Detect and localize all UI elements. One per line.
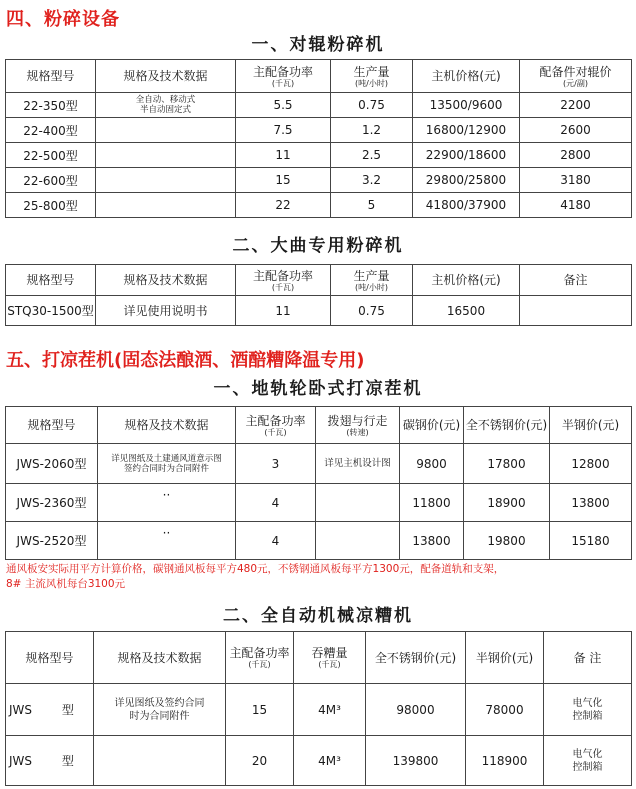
- header-cell: 碳钢价(元): [400, 407, 464, 444]
- model-prefix: JWS: [9, 754, 33, 768]
- header-cell: 主配备功率 (千瓦): [236, 265, 331, 296]
- capacity-cell: 4M³: [294, 736, 366, 786]
- model-cell: JWS-2520型: [6, 522, 98, 560]
- spec-line: 时为合同附件: [129, 710, 190, 722]
- remark-cell: [544, 736, 632, 786]
- spec-cell: [94, 736, 226, 786]
- output-cell: 1.2: [331, 118, 413, 143]
- header-cell: 配备件对辊价 (元/副): [520, 60, 632, 93]
- spec-cell: [96, 168, 236, 193]
- stainless-price-cell: 18900: [464, 484, 550, 522]
- spec-cell: [96, 93, 236, 118]
- header-cell: 规格及技术数据: [96, 60, 236, 93]
- stainless-price-cell: 19800: [464, 522, 550, 560]
- table-row: [6, 168, 632, 193]
- model-cell: [6, 736, 94, 786]
- half-steel-price-cell: 13800: [550, 484, 632, 522]
- output-cell: 2.5: [331, 143, 413, 168]
- spec-cell: [96, 193, 236, 218]
- spec-line: 详见图纸及土建通风道意示图: [111, 453, 222, 464]
- header-cell: 规格型号: [6, 60, 96, 93]
- table-row: [6, 93, 632, 118]
- header-cell: 规格及技术数据: [94, 632, 226, 684]
- model-cell: JWS-2360型: [6, 484, 98, 522]
- power-cell: 7.5: [236, 118, 331, 143]
- price-cell: 16800/12900: [413, 118, 520, 143]
- power-cell: 15: [226, 684, 294, 736]
- spec-line: 半自动固定式: [139, 105, 191, 115]
- half-steel-price-cell: 78000: [466, 684, 544, 736]
- table-title-auto-cooler: 二、全自动机械凉糟机: [223, 606, 413, 626]
- half-steel-price-cell: 118900: [466, 736, 544, 786]
- price-cell: 29800/25800: [413, 168, 520, 193]
- roller-price-cell: 2800: [520, 143, 632, 168]
- table-row: [6, 444, 632, 484]
- table-row: [6, 143, 632, 168]
- half-steel-price-cell: 12800: [550, 444, 632, 484]
- header-cell: 主配备功率 (千瓦): [236, 60, 331, 93]
- roller-price-cell: 2200: [520, 93, 632, 118]
- output-cell: 5: [331, 193, 413, 218]
- power-cell: 15: [236, 168, 331, 193]
- header-cell: 规格型号: [6, 407, 98, 444]
- roller-price-cell: 3180: [520, 168, 632, 193]
- model-cell: STQ30-1500型: [6, 296, 96, 326]
- table-title-rail-cooler: 一、地轨轮卧式打凉茬机: [213, 379, 423, 399]
- table-title-daqu-crusher: 二、大曲专用粉碎机: [232, 236, 404, 256]
- remark-line: 电气化: [572, 748, 603, 760]
- ditto-cell: ··: [98, 522, 236, 560]
- model-cell: 22-350型: [6, 93, 96, 118]
- capacity-cell: 4M³: [294, 684, 366, 736]
- header-cell: 主机价格(元): [413, 60, 520, 93]
- header-cell: 备注: [520, 265, 632, 296]
- header-cell: 主配备功率 (千瓦): [236, 407, 316, 444]
- power-cell: 11: [236, 143, 331, 168]
- header-cell: 吞糟量 (千瓦): [294, 632, 366, 684]
- model-type: 型: [61, 754, 74, 768]
- table-row: [6, 736, 632, 786]
- spec-cell: [94, 684, 226, 736]
- header-cell: 生产量 (吨/小时): [331, 265, 413, 296]
- spec-cell: [96, 118, 236, 143]
- remark-cell: [544, 684, 632, 736]
- remark-cell: [520, 296, 632, 326]
- carbon-price-cell: 11800: [400, 484, 464, 522]
- note-line: 8# 主流风机每台3100元: [6, 578, 126, 590]
- table-header-row: [6, 60, 632, 93]
- header-cell: 半钢价(元): [466, 632, 544, 684]
- power-cell: 20: [226, 736, 294, 786]
- ditto-cell: ··: [98, 484, 236, 522]
- model-type: 型: [61, 703, 74, 717]
- header-cell: 规格及技术数据: [96, 265, 236, 296]
- stainless-price-cell: 17800: [464, 444, 550, 484]
- header-cell: 全不锈钢价(元): [366, 632, 466, 684]
- spec-line: 签约合同时为合同附件: [123, 463, 209, 474]
- power-cell: 5.5: [236, 93, 331, 118]
- table-header-row: [6, 265, 632, 296]
- spec-cell: [96, 143, 236, 168]
- note-line: 通风板安实际用平方计算价格，碳钢通风板每平方480元，不锈钢通风板每平方1300元，配备道轨和支架，: [6, 563, 505, 575]
- price-cell: 16500: [413, 296, 520, 326]
- spec-line: 详见图纸及签约合同: [114, 697, 205, 709]
- model-cell: [6, 684, 94, 736]
- table-row: [6, 484, 632, 522]
- power-cell: 4: [236, 484, 316, 522]
- speed-cell: 详见主机设计图: [316, 444, 400, 484]
- header-cell: 备 注: [544, 632, 632, 684]
- power-cell: 22: [236, 193, 331, 218]
- speed-cell: [316, 522, 400, 560]
- output-cell: 0.75: [331, 93, 413, 118]
- model-cell: JWS-2060型: [6, 444, 98, 484]
- stainless-price-cell: 98000: [366, 684, 466, 736]
- table-header-row: [6, 632, 632, 684]
- section-title-crushing: 四、粉碎设备: [6, 9, 120, 30]
- header-cell: 生产量 (吨/小时): [331, 60, 413, 93]
- power-cell: 11: [236, 296, 331, 326]
- table-title-roller-crusher: 一、对辊粉碎机: [251, 35, 385, 55]
- header-cell: 主配备功率 (千瓦): [226, 632, 294, 684]
- model-cell: 22-400型: [6, 118, 96, 143]
- price-cell: 13500/9600: [413, 93, 520, 118]
- section-title-cooling: 五、打凉茬机(固态法酿酒、酒醅糟降温专用): [6, 350, 365, 371]
- header-cell: 半钢价(元): [550, 407, 632, 444]
- table-row: [6, 684, 632, 736]
- header-cell: 规格及技术数据: [98, 407, 236, 444]
- model-prefix: JWS: [9, 703, 33, 717]
- daqu-crusher-table: [5, 264, 632, 326]
- header-cell: 规格型号: [6, 265, 96, 296]
- spec-line: 全自动、移动式: [135, 95, 196, 105]
- speed-cell: [316, 484, 400, 522]
- power-cell: 3: [236, 444, 316, 484]
- stainless-price-cell: 139800: [366, 736, 466, 786]
- roller-crusher-table: [5, 59, 632, 218]
- table-row: [6, 296, 632, 326]
- table-header-row: [6, 407, 632, 444]
- header-cell: 拨翅与行走 (转速): [316, 407, 400, 444]
- power-cell: 4: [236, 522, 316, 560]
- output-cell: 0.75: [331, 296, 413, 326]
- output-cell: 3.2: [331, 168, 413, 193]
- header-cell: 主机价格(元): [413, 265, 520, 296]
- model-cell: 22-600型: [6, 168, 96, 193]
- spec-cell: 详见使用说明书: [96, 296, 236, 326]
- header-cell: 全不锈钢价(元): [464, 407, 550, 444]
- table-row: [6, 118, 632, 143]
- carbon-price-cell: 9800: [400, 444, 464, 484]
- rail-cooler-table: [5, 406, 632, 560]
- carbon-price-cell: 13800: [400, 522, 464, 560]
- header-cell: 规格型号: [6, 632, 94, 684]
- remark-line: 电气化: [572, 697, 603, 709]
- table-row: [6, 193, 632, 218]
- roller-price-cell: 4180: [520, 193, 632, 218]
- roller-price-cell: 2600: [520, 118, 632, 143]
- half-steel-price-cell: 15180: [550, 522, 632, 560]
- ventilation-note: [6, 562, 630, 592]
- table-row: [6, 522, 632, 560]
- auto-cooler-table: [5, 631, 632, 786]
- remark-line: 控制箱: [572, 710, 603, 722]
- model-cell: 22-500型: [6, 143, 96, 168]
- price-cell: 22900/18600: [413, 143, 520, 168]
- spec-cell: [98, 444, 236, 484]
- remark-line: 控制箱: [572, 761, 603, 773]
- price-cell: 41800/37900: [413, 193, 520, 218]
- model-cell: 25-800型: [6, 193, 96, 218]
